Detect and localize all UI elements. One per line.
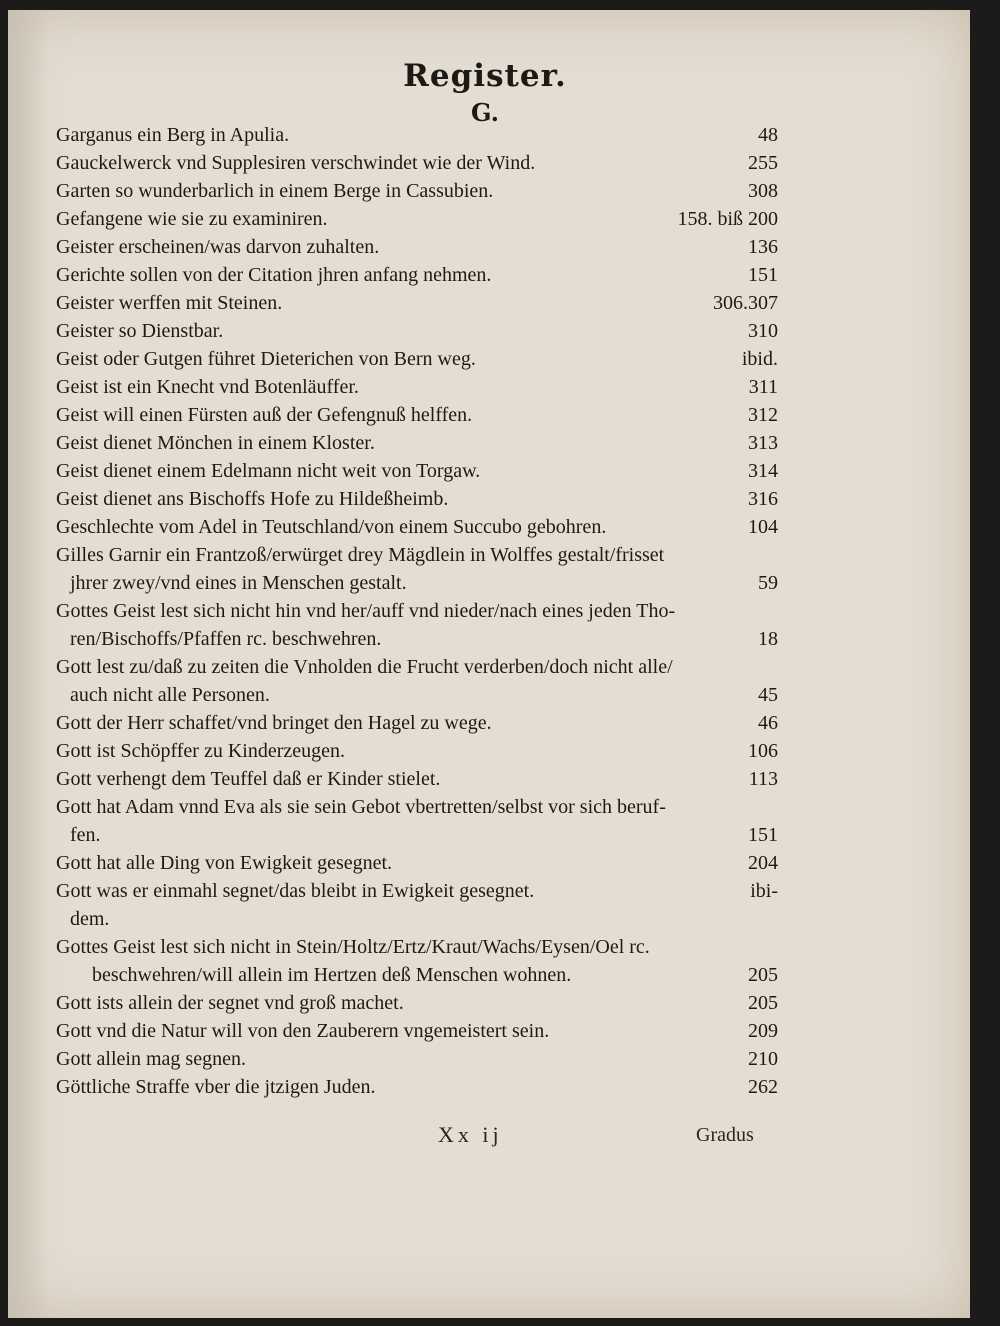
index-entry: Gottes Geist lest sich nicht hin vnd her/auff vnd nieder/nach eines jeden Tho- xyxy=(56,600,676,622)
page-gutter xyxy=(8,10,48,1318)
index-entry: Geister erscheinen/was darvon zuhalten. 136 xyxy=(56,236,778,258)
index-entry: Gott der Herr schaffet/vnd bringet den Hagel zu wege. 46 xyxy=(56,712,778,734)
signature-mark: Xx ij xyxy=(438,1122,503,1147)
index-entry: Gott ist Schöpffer zu Kinderzeugen. 106 xyxy=(56,740,778,762)
index-entry-continuation: auch nicht alle Personen. 45 xyxy=(70,684,778,706)
index-entry: Gott verhengt dem Teuffel daß er Kinder stielet. 113 xyxy=(56,768,778,790)
index-entry: Garganus ein Berg in Apulia. 48 xyxy=(56,124,778,146)
index-entry: Geister werffen mit Steinen. 306.307 xyxy=(56,292,778,314)
index-entry-continuation: jhrer zwey/vnd eines in Menschen gestalt. 59 xyxy=(70,572,778,594)
index-entry: Garten so wunderbarlich in einem Berge in Cassubien. 308 xyxy=(56,180,778,202)
index-entry: Gerichte sollen von der Citation jhren anfang nehmen. 151 xyxy=(56,264,778,286)
index-entry: Geschlechte vom Adel in Teutschland/von einem Succubo gebohren. 104 xyxy=(56,516,778,538)
index-entry: Gott ists allein der segnet vnd groß machet. 205 xyxy=(56,992,778,1014)
catchword: Gradus xyxy=(696,1124,754,1146)
index-entry-continuation: ren/Bischoffs/Pfaffen rc. beschwehren. 18 xyxy=(70,628,778,650)
index-entry: Gott allein mag segnen. 210 xyxy=(56,1048,778,1070)
running-head: Register. xyxy=(403,58,567,94)
index-entry: Geist dienet ans Bischoffs Hofe zu Hildeßheimb. 316 xyxy=(56,488,778,510)
index-entry-continuation: beschwehren/will allein im Hertzen deß Menschen wohnen. 205 xyxy=(92,964,778,986)
index-entry: Göttliche Straffe vber die jtzigen Juden. 262 xyxy=(56,1076,778,1098)
index-entry: Gott hat Adam vnnd Eva als sie sein Gebot vbertretten/selbst vor sich beruf- xyxy=(56,796,666,818)
index-entry: Geist oder Gutgen führet Dieterichen von Bern weg. ibid. xyxy=(56,348,778,370)
book-page xyxy=(8,10,970,1318)
index-entry: Geist dienet Mönchen in einem Kloster. 313 xyxy=(56,432,778,454)
index-entry: Geist dienet einem Edelmann nicht weit von Torgaw. 314 xyxy=(56,460,778,482)
index-entry: Gott lest zu/daß zu zeiten die Vnholden die Frucht verderben/doch nicht alle/ xyxy=(56,656,673,678)
index-entry: Geister so Dienstbar. 310 xyxy=(56,320,778,342)
index-entry: Gilles Garnir ein Frantzoß/erwürget drey Mägdlein in Wolffes gestalt/frisset xyxy=(56,544,665,566)
index-entry-continuation: dem. xyxy=(70,908,110,930)
index-entry: Gefangene wie sie zu examiniren. 158. biß 200 xyxy=(56,208,778,230)
section-letter: G. xyxy=(471,98,499,127)
index-entry: Geist ist ein Knecht vnd Botenläuffer. 311 xyxy=(56,376,778,398)
index-entry-continuation: fen. 151 xyxy=(70,824,778,846)
index-entry: Geist will einen Fürsten auß der Gefengnuß helffen. 312 xyxy=(56,404,778,426)
index-entry: Gauckelwerck vnd Supplesiren verschwindet wie der Wind. 255 xyxy=(56,152,778,174)
index-entry: Gott was er einmahl segnet/das bleibt in Ewigkeit gesegnet. ibi- xyxy=(56,880,778,902)
index-entry: Gottes Geist lest sich nicht in Stein/Holtz/Ertz/Kraut/Wachs/Eysen/Oel rc. xyxy=(56,936,650,958)
index-entry: Gott hat alle Ding von Ewigkeit gesegnet. 204 xyxy=(56,852,778,874)
index-entry: Gott vnd die Natur will von den Zauberern vngemeistert sein. 209 xyxy=(56,1020,778,1042)
